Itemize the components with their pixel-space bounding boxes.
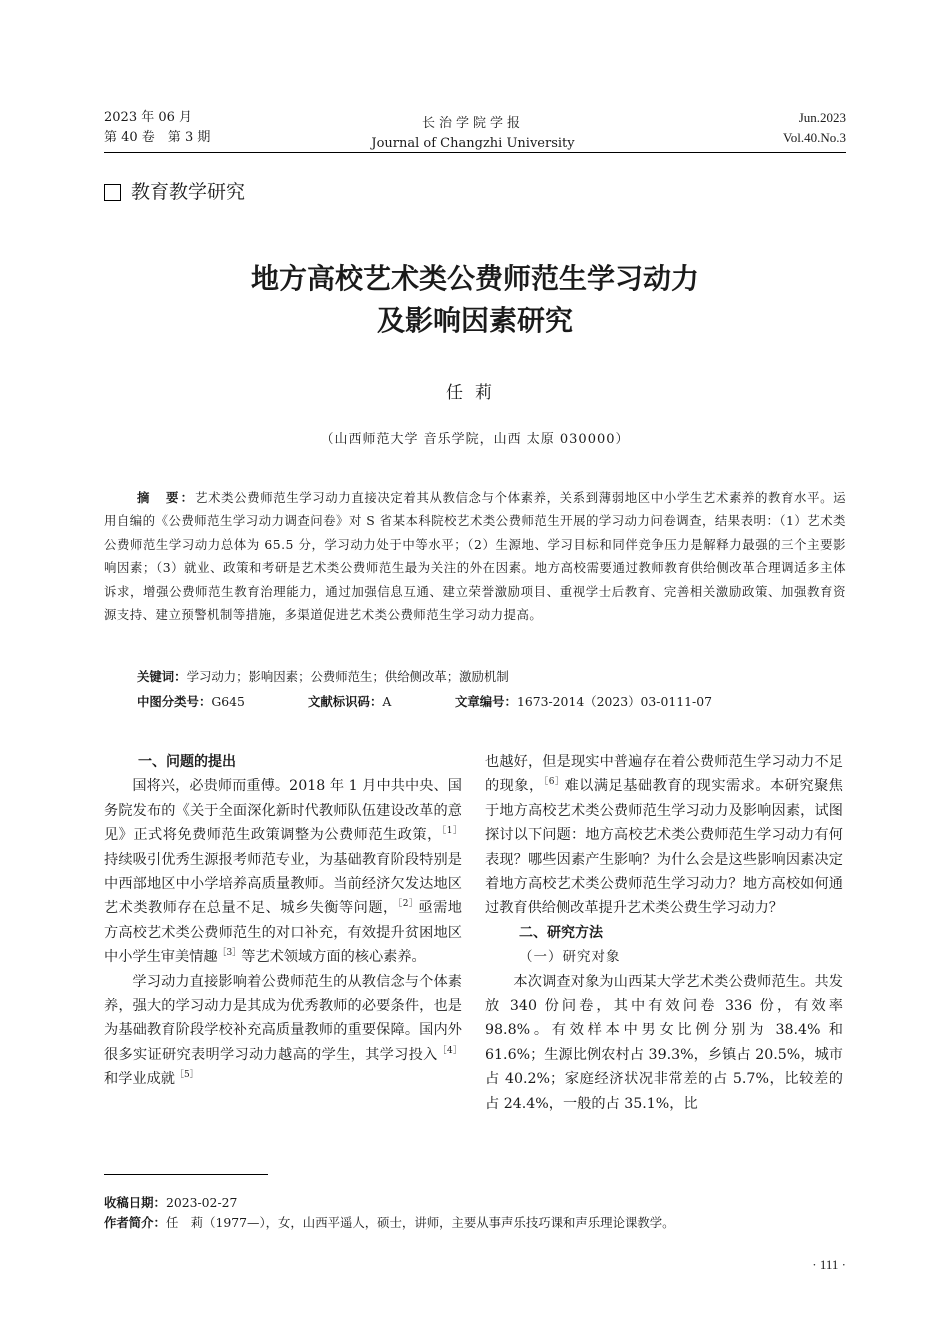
citation: ［5］ — [174, 1070, 199, 1081]
abstract — [104, 486, 846, 626]
clc-value: G645 — [211, 694, 245, 709]
issue-volume-en: Vol.40.No.3 — [783, 130, 846, 145]
text-run: 难以满足基础教育的现实需求。本研究聚焦于地方高校艺术类公费师范生学习动力及影响因素，试图探讨以下问题：地方高校艺术类公费师范生学习动力有何表现？哪些因素产生影响？为什么会是这些影响因素决定着地方高校艺术类公费师范生学习动力？地方高校如何通过教育供给侧改革提升艺术类公费生学习动力？ — [485, 778, 843, 917]
received-label: 收稿日期： — [104, 1195, 166, 1210]
author-bio-label: 作者简介： — [104, 1215, 166, 1230]
citation: ［1］ — [441, 826, 462, 837]
author-affiliation: （山西师范大学 音乐学院，山西 太原 030000） — [320, 432, 630, 447]
body-column-left — [104, 750, 462, 1092]
text-run: 亟需地方高校艺术类公费师范生的对口补充，有效提升贫困地区中小学生审美情趣 — [104, 900, 462, 966]
footnote-author — [104, 1213, 675, 1233]
header-right — [783, 108, 846, 148]
paragraph — [104, 970, 462, 1092]
paragraph — [485, 750, 843, 921]
heading-1: 一、问题的提出 — [138, 754, 236, 770]
footnote-rule — [104, 1174, 268, 1175]
paragraph — [104, 774, 462, 969]
keywords — [137, 667, 509, 687]
heading-1: 二、研究方法 — [519, 924, 603, 941]
article-title-line1: 地方高校艺术类公费师范生学习动力 — [250, 262, 699, 295]
received-value: 2023-02-27 — [165, 1195, 238, 1210]
citation: ［2］ — [397, 899, 419, 910]
text-run: 本次调查对象为山西某大学艺术类公费师范生。共发放 340 份问卷，其中有效问卷 336 份，有效率 98.8%。有效样本中男女比例分别为 38.4% 和 61.6%；生源比例农村占 39.3%，乡镇占 20.5%，城市占 40.2%；家庭经济状况非常差的占 5.7%，比较差的占 24.4%，一般的占 35.1%，比 — [485, 973, 843, 1112]
footnote-received — [104, 1193, 237, 1213]
keywords-text: 学习动力；影响因素；公费师范生；供给侧改革；激励机制 — [186, 669, 509, 684]
header-center — [300, 114, 646, 154]
author-bio-value: 任 莉（1977—），女，山西平遥人，硕士，讲师，主要从事声乐技巧课和声乐理论课教学。 — [165, 1215, 675, 1230]
section-label: 教育教学研究 — [131, 181, 246, 203]
issue-date: 2023 年 06 月 — [104, 110, 193, 125]
journal-name-en: Journal of Changzhi University — [371, 136, 575, 151]
keywords-label: 关键词： — [137, 669, 187, 684]
author-name: 任莉 — [446, 383, 504, 403]
body-column-right — [485, 750, 843, 1116]
header-left — [104, 108, 210, 148]
doc-code — [308, 692, 391, 712]
abstract-text: 艺术类公费师范生学习动力直接决定着其从教信念与个体素养，关系到薄弱地区中小学生艺术素养的教育水平。运用自编的《公费师范生学习动力调查问卷》对 S 省某本科院校艺术类公费师范生开展的学习动力问卷调查，结果表明：（1）艺术类公费师范生学习动力总体为 65.5 分，学习动力处于中等水平；（2）生源地、学习目标和同伴竞争压力是解释力最强的三个主要影响因素；（3）就业、政策和考研是艺术类公费师范生最为关注的外在因素。地方高校需要通过教师教育供给侧改革合理调适多主体诉求，增强公费师范生教育治理能力，通过加强信息互通、建立荣誉激励项目、重视学士后教育、完善相关激励政策、加强教育资源支持、建立预警机制等措施，多渠道促进艺术类公费师范生学习动力提高。 — [104, 490, 847, 623]
article-label: 文章编号： — [455, 694, 517, 709]
text-run: 也越好，但是现实中普遍存在着公费师范生学习动力不足的现象， — [485, 754, 843, 795]
heading-2: （一）研究对象 — [519, 949, 621, 966]
citation: ［3］ — [217, 948, 242, 959]
text-run: 国将兴，必贵师而重傅。2018 年 1 月中共中央、国务院发布的《关于全面深化新时代教师队伍建设改革的意见》正式将免费师范生政策调整为公费师范生政策， — [104, 778, 462, 844]
clc-label: 中图分类号： — [137, 694, 212, 709]
clc-number — [137, 692, 245, 712]
journal-name-cn: 长治学院学报 — [421, 116, 524, 131]
text-run: 和学业成就 — [104, 1071, 175, 1088]
section-heading — [104, 180, 245, 204]
citation: ［6］ — [543, 777, 565, 788]
doc-value: A — [382, 694, 392, 709]
article-title-line2: 及影响因素研究 — [376, 304, 573, 337]
page-number: · 111 · — [812, 1257, 846, 1272]
header-rule — [104, 152, 846, 153]
text-run: 等艺术领域方面的核心素养。 — [241, 949, 426, 966]
text-run: 学习动力直接影响着公费师范生的从教信念与个体素养，强大的学习动力是其成为优秀教师的必要条件，也是为基础教育阶段学校补充高质量教师的重要保障。国内外很多实证研究表明学习动力越高的学生，其学习投入 — [104, 973, 462, 1063]
doc-label: 文献标识码： — [308, 694, 383, 709]
text-run: 持续吸引优秀生源报考师范专业，为基础教育阶段特别是中西部地区中小学培养高质量教师。当前经济欠发达地区艺术类教师存在总量不足、城乡失衡等问题， — [104, 851, 462, 917]
issue-date-en: Jun.2023 — [798, 110, 846, 125]
checkbox-square-icon — [104, 184, 121, 201]
paragraph — [485, 970, 843, 1116]
abstract-label: 摘 要： — [137, 490, 196, 505]
article-value: 1673-2014（2023）03-0111-07 — [516, 694, 712, 709]
citation: ［4］ — [437, 1045, 462, 1056]
article-number — [455, 692, 712, 712]
issue-volume: 第 40 卷 第 3 期 — [104, 130, 211, 145]
